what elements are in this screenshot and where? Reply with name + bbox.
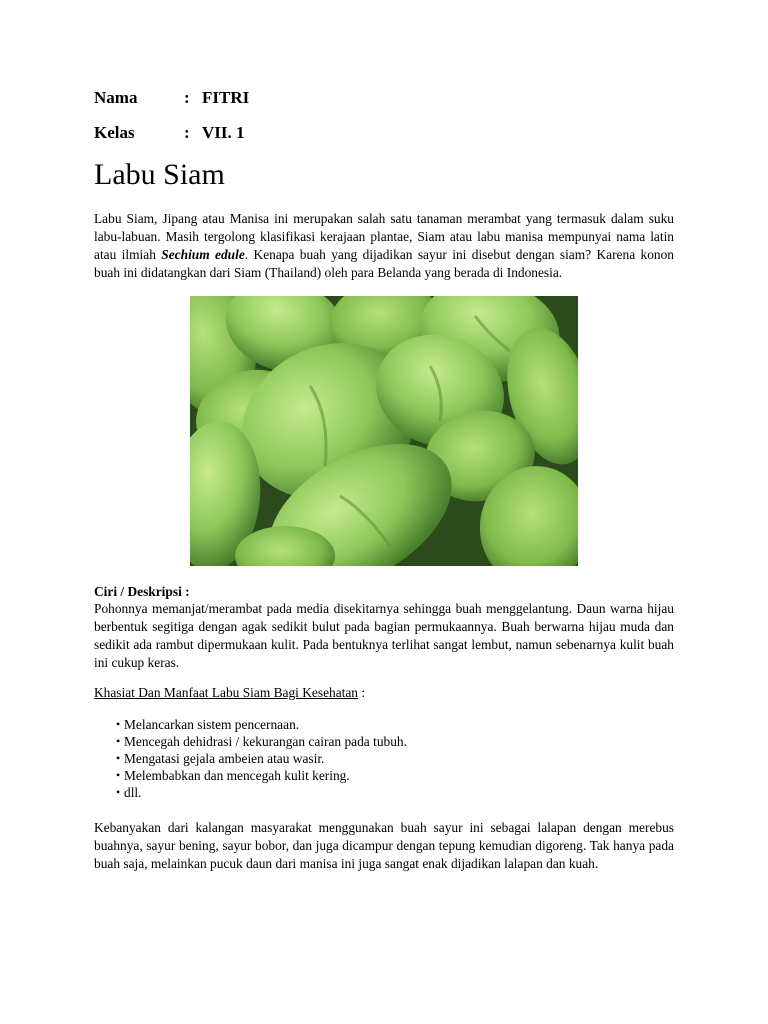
list-item-text: Melancarkan sistem pencernaan. <box>124 717 300 732</box>
chayote-photo <box>190 296 578 566</box>
benefits-heading-text: Khasiat Dan Manfaat Labu Siam Bagi Kesehatan <box>94 685 359 700</box>
bullet-icon: • <box>116 751 121 765</box>
list-item-text: Mengatasi gejala ambeien atau wasir. <box>124 751 325 766</box>
list-item-text: Mencegah dehidrasi / kekurangan cairan pada tubuh. <box>124 734 407 749</box>
intro-text-after: . Kenapa buah yang dijadikan sayur ini disebut dengan siam? Karena konon buah ini didatangkan dari Siam (Thailand) oleh para Belanda yang berada di Indonesia. <box>94 247 674 280</box>
benefits-list <box>94 716 407 801</box>
list-item <box>94 767 407 784</box>
benefits-heading <box>94 685 365 701</box>
kelas-value: VII. 1 <box>202 123 245 142</box>
description-paragraph: Pohonnya memanjat/merambat pada media disekitarnya sehingga buah menggelantung. Daun warna hijau berbentuk segitiga dengan agak sedikit bulut pada bagian permukaannya. Buah berwarna hijau muda dan sedikit ada rambut dipermukaan kulit. Pada bentuknya terlihat sangat lembut, namun sebenarnya kulit buah ini cukup keras. <box>94 601 674 670</box>
intro-text-before: Labu Siam, Jipang atau Manisa ini merupakan salah satu tanaman merambat yang termasuk dalam suku labu-labuan. Masih tergolong klasifikasi kerajaan plantae, Siam atau labu manisa mempunyai nama latin atau ilmiah <box>94 211 674 262</box>
benefits-heading-suffix: : <box>358 685 366 700</box>
page-title: Labu Siam <box>94 158 225 191</box>
kelas-label: Kelas <box>94 123 135 142</box>
list-item <box>94 750 407 767</box>
kelas-colon: : <box>184 123 190 142</box>
nama-colon: : <box>184 88 190 107</box>
latin-name: Sechium edule <box>161 247 245 262</box>
bullet-icon: • <box>116 785 121 799</box>
list-item <box>94 784 407 801</box>
nama-label: Nama <box>94 88 138 107</box>
list-item-text: Melembabkan dan mencegah kulit kering. <box>124 768 350 783</box>
bullet-icon: • <box>116 734 121 748</box>
bullet-icon: • <box>116 768 121 782</box>
list-item <box>94 733 407 750</box>
closing-paragraph: Kebanyakan dari kalangan masyarakat menggunakan buah sayur ini sebagai lalapan dengan merebus buahnya, sayur bening, sayur bobor, dan juga dicampur dengan tepung kemudian digoreng. Tak hanya pada buah saja, melainkan pucuk daun dari manisa ini juga sangat enak dijadikan lalapan dan kuah. <box>94 820 674 871</box>
list-item <box>94 716 407 733</box>
nama-value: FITRI <box>202 88 250 107</box>
intro-paragraph <box>94 210 674 282</box>
list-item-text: dll. <box>124 785 142 800</box>
bullet-icon: • <box>116 717 121 731</box>
description-heading: Ciri / Deskripsi : <box>94 584 190 599</box>
